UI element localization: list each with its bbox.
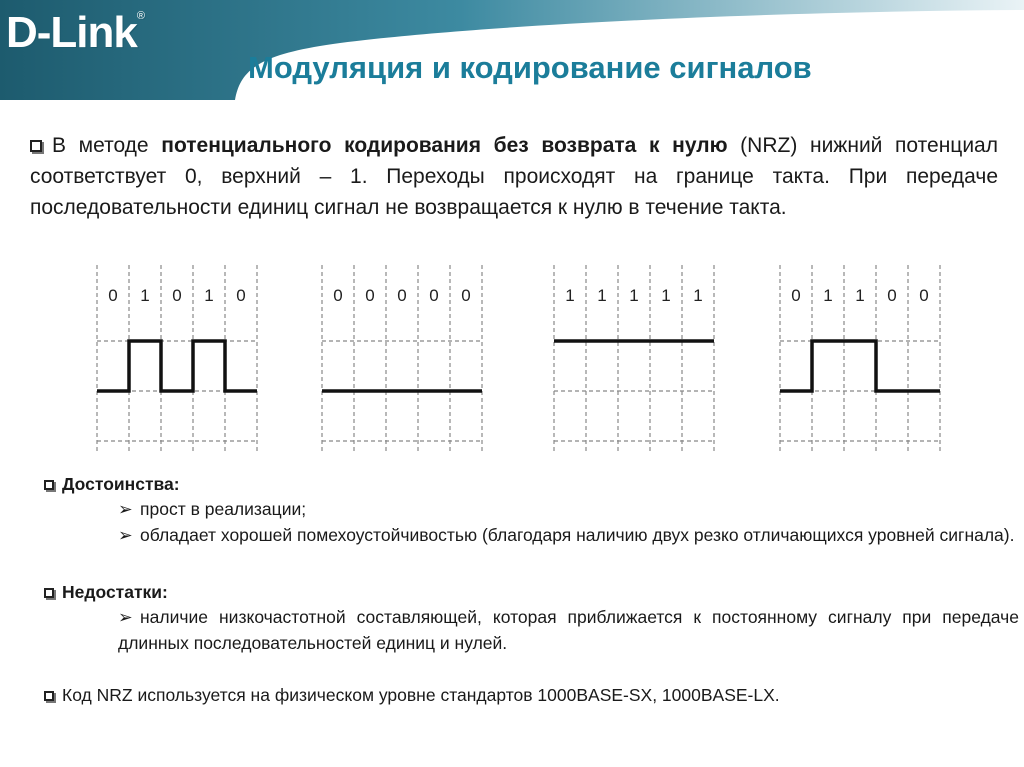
bit-label: 0 [108,286,118,305]
list-item: ➢ обладает хорошей помехоустойчивостью (благодаря наличию двух резко отличающихся уровней сигнала). [118,522,1019,548]
list-item: ➢ наличие низкочастотной составляющей, которая приближается к постоянному сигналу при передаче длинных последовательностей единиц и нулей. [118,604,1019,656]
arrow-bullet-icon: ➢ [118,499,133,519]
logo: D-Link® [6,8,144,57]
page-title: Модуляция и кодирование сигналов [248,50,812,85]
bit-label: 0 [919,286,929,305]
bit-label: 1 [629,286,639,305]
intro-bold: потенциального кодирования без возврата к нулю [161,134,728,157]
bit-label: 1 [204,286,214,305]
bit-label: 1 [597,286,607,305]
bit-label: 0 [429,286,439,305]
arrow-bullet-icon: ➢ [118,525,133,545]
bit-label: 0 [461,286,471,305]
disadvantages-heading: Недостатки: [62,582,168,602]
checkbox-bullet-icon [30,140,42,152]
bit-label: 1 [140,286,150,305]
advantages-section [44,472,1019,548]
bit-label: 1 [855,286,865,305]
checkbox-bullet-icon [44,588,54,598]
intro-paragraph: В методе потенциального кодирования без возврата к нулю (NRZ) нижний потенциал соответствует 0, верхний – 1. Переходы происходят на границе такта. При передаче последовательности единиц сигнал не возвращается к нулю в течение такта. [30,134,998,219]
checkbox-bullet-icon [44,691,54,701]
advantages-heading: Достоинства: [62,474,180,494]
disadvantages-section [44,580,1019,656]
bit-label: 1 [823,286,833,305]
bit-label: 1 [661,286,671,305]
nrz-diagrams [0,255,1024,465]
signal-line [97,341,257,391]
bit-label: 0 [236,286,246,305]
footer-note: Код NRZ используется на физическом уровне стандартов 1000BASE-SX, 1000BASE-LX. [44,682,1019,708]
list-item: ➢ прост в реализации; [118,496,1019,522]
arrow-bullet-icon: ➢ [118,607,133,627]
bit-label: 0 [365,286,375,305]
checkbox-bullet-icon [44,480,54,490]
bit-label: 0 [887,286,897,305]
bit-label: 0 [333,286,343,305]
bit-label: 0 [791,286,801,305]
bit-label: 1 [693,286,703,305]
signal-line [780,341,940,391]
bit-label: 0 [397,286,407,305]
bit-label: 1 [565,286,575,305]
bit-label: 0 [172,286,182,305]
